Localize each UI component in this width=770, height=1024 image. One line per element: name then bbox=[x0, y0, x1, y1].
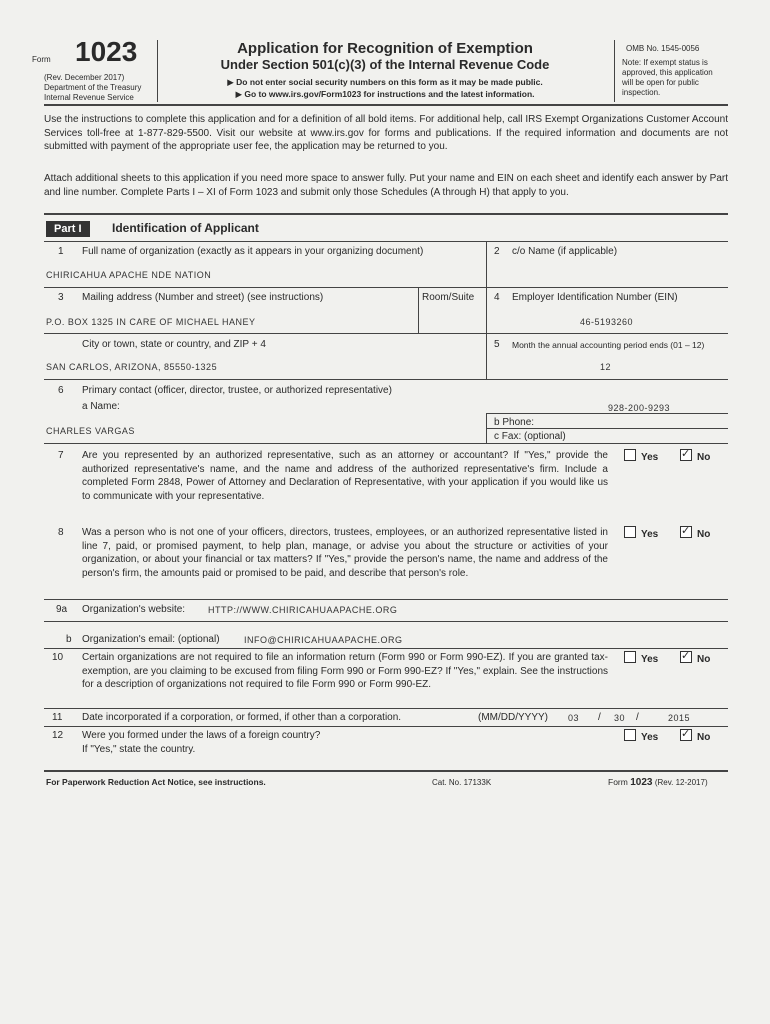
line-2-number: 2 bbox=[494, 246, 500, 257]
phone-field[interactable]: 928-200-9293 bbox=[608, 403, 671, 413]
line-10-no[interactable]: ✓ No bbox=[680, 651, 710, 665]
checked-checkbox-icon[interactable] bbox=[680, 729, 692, 741]
ein-field[interactable]: 46-5193260 bbox=[580, 317, 634, 327]
line-3-label: Mailing address (Number and street) (see instructions) bbox=[82, 292, 324, 303]
checked-checkbox-icon[interactable] bbox=[680, 651, 692, 663]
line-10-yes[interactable]: Yes bbox=[624, 651, 658, 665]
accounting-period-field[interactable]: 12 bbox=[600, 362, 612, 372]
line-7-no[interactable]: ✓ No bbox=[680, 449, 710, 463]
mailing-address-field[interactable]: P.O. BOX 1325 IN CARE OF MICHAEL HANEY bbox=[46, 317, 256, 327]
line-6c-label: c Fax: (optional) bbox=[494, 431, 566, 442]
checkbox-icon[interactable] bbox=[624, 729, 636, 741]
line-3-number: 3 bbox=[58, 292, 64, 303]
form-word: Form bbox=[32, 55, 51, 64]
line-5-number: 5 bbox=[494, 339, 500, 350]
line-12-number: 12 bbox=[52, 730, 64, 741]
line-9a-label: Organization's website: bbox=[82, 604, 186, 615]
line-4-label: Employer Identification Number (EIN) bbox=[512, 292, 678, 303]
checkbox-icon[interactable] bbox=[624, 526, 636, 538]
line-8-number: 8 bbox=[58, 527, 64, 538]
omb-number: OMB No. 1545-0056 bbox=[626, 44, 700, 53]
line-8-no[interactable]: ✓ No bbox=[680, 526, 710, 540]
line-6-number: 6 bbox=[58, 385, 64, 396]
part-label: Part I bbox=[46, 219, 90, 237]
line-10-number: 10 bbox=[52, 652, 64, 663]
incorporation-month-field[interactable]: 03 bbox=[568, 713, 580, 723]
room-suite-label: Room/Suite bbox=[422, 292, 475, 303]
catalog-number: Cat. No. 17133K bbox=[432, 778, 492, 787]
date-format-label: (MM/DD/YYYY) bbox=[478, 712, 548, 723]
line-12-yes[interactable]: Yes bbox=[624, 729, 658, 743]
irs-label: Internal Revenue Service bbox=[44, 93, 134, 102]
line-11-number: 11 bbox=[52, 712, 63, 723]
line-12-no[interactable]: ✓ No bbox=[680, 729, 710, 743]
line-12-label: Were you formed under the laws of a foreign country? bbox=[82, 730, 321, 741]
line-9a-number: 9a bbox=[56, 604, 68, 615]
checked-checkbox-icon[interactable] bbox=[680, 526, 692, 538]
line-6a-label: a Name: bbox=[82, 401, 120, 412]
line-8-yes[interactable]: Yes bbox=[624, 526, 658, 540]
line-9b-number: b bbox=[66, 634, 72, 645]
instructions-notice: ▶ Go to www.irs.gov/Form1023 for instructions and the latest information. bbox=[235, 89, 535, 99]
line-7-yes[interactable]: Yes bbox=[624, 449, 658, 463]
city-state-zip-field[interactable]: SAN CARLOS, ARIZONA, 85550-1325 bbox=[46, 362, 218, 372]
line-7-number: 7 bbox=[58, 450, 64, 461]
attachments-paragraph: Attach additional sheets to this application if you need more space to answer fully. Put your name and EIN on each sheet and identify each answer by Part and line number. Complete Parts I – XI of Form 1023 and submit only those Schedules (A through H) that apply to you. bbox=[44, 173, 728, 198]
department: Department of the Treasury bbox=[44, 83, 142, 92]
part-title: Identification of Applicant bbox=[112, 221, 259, 235]
line-1-label: Full name of organization (exactly as it appears in your organizing document) bbox=[82, 246, 424, 257]
line-1-number: 1 bbox=[58, 246, 64, 257]
email-field[interactable]: INFO@CHIRICAHUAAPACHE.ORG bbox=[244, 635, 403, 645]
line-4-number: 4 bbox=[494, 292, 500, 303]
line-10-text: Certain organizations are not required to file an information return (Form 990 or Form 990-EZ). If you are granted tax-exemption, are you claiming to be excused from filing Form 990 or Form 990-EZ? If "Yes," explain. See the instructions for a description of organizations not required to file Form 990 or Form 990-EZ. bbox=[82, 652, 608, 690]
contact-name-field[interactable]: CHARLES VARGAS bbox=[46, 426, 135, 436]
revision-date: (Rev. December 2017) bbox=[44, 73, 125, 82]
line-6-label: Primary contact (officer, director, trustee, or authorized representative) bbox=[82, 385, 392, 396]
line-12-sub: If "Yes," state the country. bbox=[82, 744, 196, 755]
line-2-label: c/o Name (if applicable) bbox=[512, 246, 618, 257]
date-slash: / bbox=[598, 712, 601, 723]
checkbox-icon[interactable] bbox=[624, 449, 636, 461]
incorporation-day-field[interactable]: 30 bbox=[614, 713, 626, 723]
form-subtitle: Under Section 501(c)(3) of the Internal Revenue Code bbox=[220, 57, 550, 72]
incorporation-year-field[interactable]: 2015 bbox=[668, 713, 691, 723]
line-9b-label: Organization's email: (optional) bbox=[82, 634, 220, 645]
line-7-text: Are you represented by an authorized representative, such as an attorney or accountant? If "Yes," provide the authorized representative's name, and the name and address of the authorized representative's firm. Include a completed Form 2848, Power of Attorney and Declaration of Representative, with your application if you would like us to communicate with your representative. bbox=[82, 450, 608, 502]
line-8-text: Was a person who is not one of your officers, directors, trustees, employees, or an authorized representative listed in line 7, paid, or promised payment, to help plan, manage, or advise you about the structure or activities of your organization, or about your financial or tax matters? If "Yes," provide the person's name, the name and address of the person's firm, the amounts paid or promised to be paid, and describe that person's role. bbox=[82, 527, 608, 579]
form-number: 1023 bbox=[75, 36, 138, 67]
ssn-notice: ▶ Do not enter social security numbers on this form as it may be made public. bbox=[227, 77, 543, 87]
line-5-label: Month the annual accounting period ends (01 – 12) bbox=[512, 340, 705, 350]
form-title: Application for Recognition of Exemption bbox=[237, 40, 533, 57]
city-label: City or town, state or country, and ZIP + 4 bbox=[82, 339, 266, 350]
checked-checkbox-icon[interactable] bbox=[680, 449, 692, 461]
checkbox-icon[interactable] bbox=[624, 651, 636, 663]
intro-paragraph: Use the instructions to complete this application and for a definition of all bold items. For additional help, call IRS Exempt Organizations Customer Account Services toll-free at 1-877-829-5500. Visit our website at www.irs.gov for forms and publications. If the required information and documents are not submitted with payment of the appropriate user fee, the application may be returned to you. bbox=[44, 114, 728, 152]
website-field[interactable]: HTTP://WWW.CHIRICAHUAAPACHE.ORG bbox=[208, 605, 398, 615]
footer-form-id: Form 1023 (Rev. 12-2017) bbox=[608, 777, 708, 788]
line-6b-label: b Phone: bbox=[494, 417, 535, 428]
date-slash: / bbox=[636, 712, 639, 723]
organization-name-field[interactable]: CHIRICAHUA APACHE NDE NATION bbox=[46, 270, 212, 280]
paperwork-notice: For Paperwork Reduction Act Notice, see instructions. bbox=[46, 777, 266, 787]
public-inspection-note: Note: If exempt status is approved, this application will be open for public inspection. bbox=[622, 58, 713, 97]
line-11-label: Date incorporated if a corporation, or formed, if other than a corporation. bbox=[82, 712, 402, 723]
